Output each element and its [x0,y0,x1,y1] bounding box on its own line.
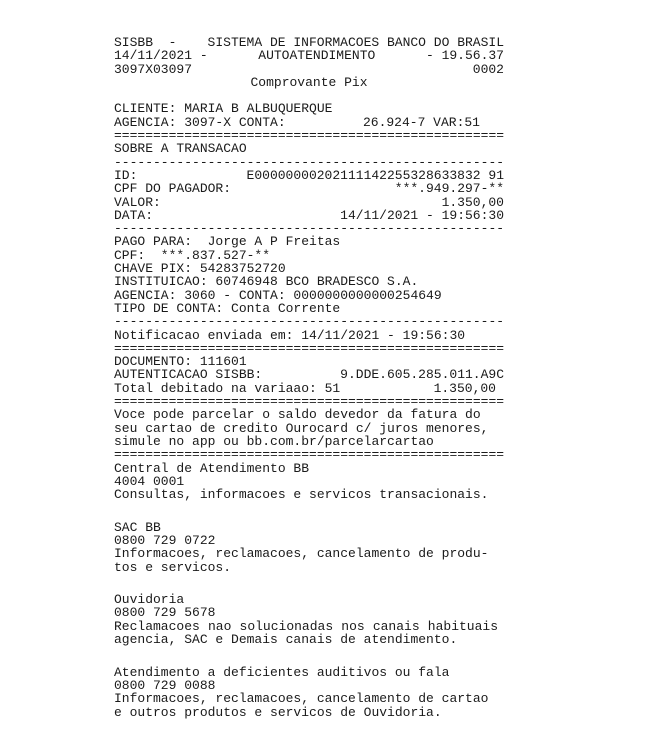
header-system-line [114,36,504,49]
auth-label: AUTENTICACAO SISBB: [114,367,263,383]
contact-phone: 0800 729 0088 [114,678,216,693]
header-system-prefix: SISBB - [114,35,177,50]
spacer [114,574,504,587]
header-date-line [114,49,504,62]
contact-title: Ouvidoria [114,593,185,607]
payee-institution: INSTITUICAO: 60746948 BCO BRADESCO S.A. [114,275,419,289]
auth-value: 9.DDE.605.285.011.A9C [340,367,504,383]
promo-text: Voce pode parcelar o saldo devedor da fatura do seu cartao de credito Ourocard c/ juros menores, simule no app ou bb.com.br/parcelarcartao [114,407,489,449]
payee-account-type: TIPO DE CONTA: Conta Corrente [114,301,341,316]
client-account: 26.924-7 VAR:51 [362,114,480,130]
double-separator: ================================================== [114,395,504,409]
payee-cpf: CPF: ***.837.527-** [114,248,271,263]
auth-row [114,368,504,381]
contact-desc: Consultas, informacoes e servicos transacionais. [114,488,489,502]
header-date: 14/11/2021 - [114,48,208,64]
contact-phone: 0800 729 5678 [114,606,216,620]
transaction-section-title: SOBRE A TRANSACAO [114,142,247,156]
document-number: DOCUMENTO: 111601 [114,355,247,369]
payee-name: PAGO PARA: Jorge A P Freitas [114,235,341,249]
header-terminal-line [114,63,504,76]
spacer [114,501,504,514]
header-terminal: 3097X03097 [114,61,193,77]
pix-receipt [114,36,504,719]
transaction-id-row [114,169,504,182]
payee-pix-key: CHAVE PIX: 54283752720 [114,262,286,276]
spacer [114,646,504,659]
single-separator: -------------------------------------------------- [114,315,504,329]
double-separator: ================================================== [114,448,504,462]
contact-central [114,462,504,502]
contact-accessibility [114,666,504,719]
date-label: DATA: [114,207,154,223]
client-account-line [114,116,504,129]
date-row [114,209,504,222]
total-label: Total debitado na variaao: 51 [114,380,341,396]
date-value: 14/11/2021 - 19:56:30 [340,207,504,223]
single-separator: -------------------------------------------------- [114,155,504,169]
client-name: CLIENTE: MARIA B ALBUQUERQUE [114,102,333,116]
contact-desc: Reclamacoes nao solucionadas nos canais habituais agencia, SAC e Demais canais de atendimento. [114,618,498,648]
contact-desc: Informacoes, reclamacoes, cancelamento de produ- tos e servicos. [114,546,489,575]
header-seq: 0002 [472,61,504,77]
contact-sac [114,521,504,574]
receipt-title: Comprovante Pix [250,75,368,90]
double-separator: ================================================== [114,129,504,143]
transaction-id-label: ID: [114,167,138,183]
total-row [114,382,504,395]
contact-title: Central de Atendimento BB [114,461,310,475]
client-agency: AGENCIA: 3097-X CONTA: [114,114,286,130]
value-row [114,196,504,209]
contact-title: SAC BB [114,520,161,534]
contact-phone: 4004 0001 [114,474,185,489]
transaction-id-value: E00000000202111142255328633832 91 [246,167,504,183]
payer-cpf-label: CPF DO PAGADOR: [114,181,232,197]
header-system-name: SISTEMA DE INFORMACOES BANCO DO BRASIL [207,35,504,50]
payer-cpf-value: ***.949.297-** [394,181,504,197]
payee-agency: AGENCIA: 3060 - CONTA: 0000000000000254649 [114,288,442,302]
contact-phone: 0800 729 0722 [114,533,216,548]
value-amount: 1.350,00 [441,194,504,210]
contact-desc: Informacoes, reclamacoes, cancelamento de cartao e outros produtos e servicos de Ouvidoria. [114,691,489,720]
notification-line: Notificacao enviada em: 14/11/2021 - 19:56:30 [114,328,466,342]
value-label: VALOR: [114,194,161,210]
spacer [114,89,504,102]
header-mode: AUTOATENDIMENTO [258,48,376,64]
single-separator: -------------------------------------------------- [114,222,504,236]
total-value: 1.350,00 [433,380,496,396]
payer-cpf-row [114,182,504,195]
header-time: - 19.56.37 [425,48,504,64]
contact-ouvidoria [114,593,504,646]
contact-title: Atendimento a deficientes auditivos ou fala [114,665,450,679]
double-separator: ================================================== [114,341,504,356]
